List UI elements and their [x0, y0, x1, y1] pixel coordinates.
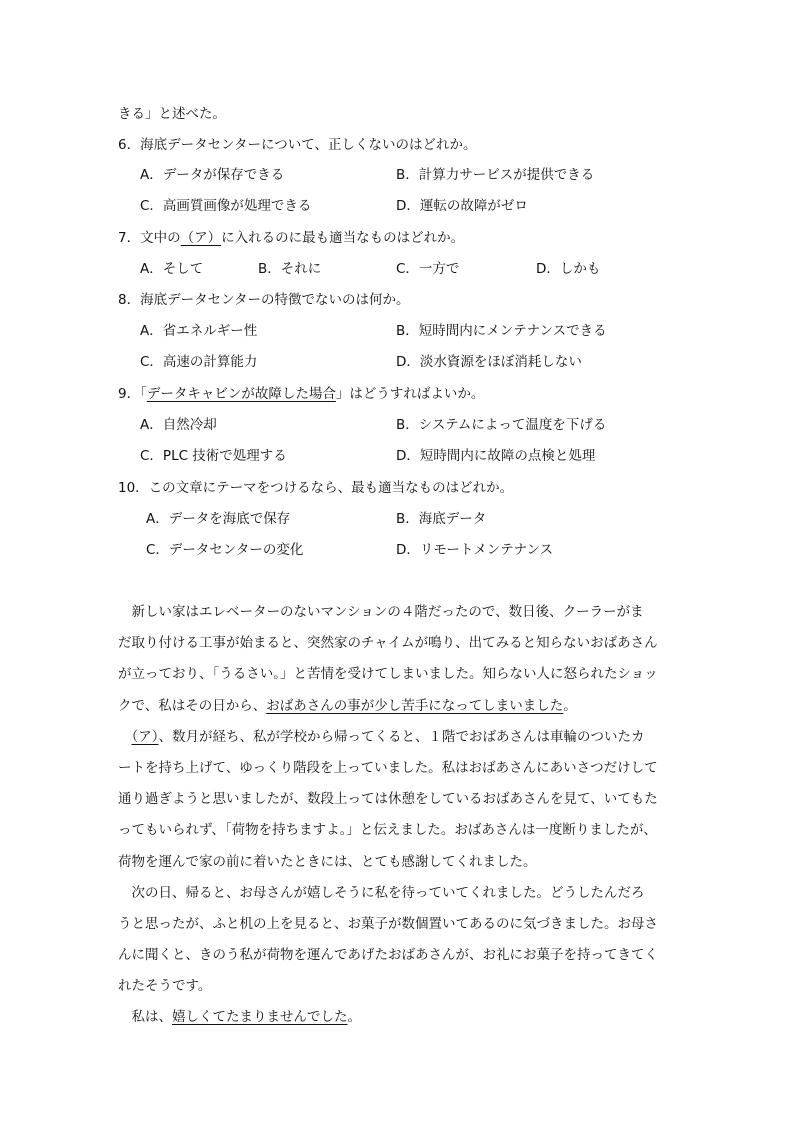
passage-text: 、数月が経ち、私が学校から帰ってくると、１階でおばあさんは車輪のついたカ: [158, 728, 645, 745]
option-7b: B．それに: [258, 261, 322, 277]
option-9a: A．自然冷却: [140, 417, 217, 433]
passage-text: クで、私はその日から、: [118, 697, 267, 714]
passage-text: [118, 729, 132, 745]
option-6d: D．運転の故障がゼロ: [396, 198, 528, 214]
option-8a: A．省エネルギー性: [140, 323, 258, 339]
passage-line: うと思ったが、ふと机の上を見ると、お菓子が数個置いてあるのに気づきました。お母さ: [118, 915, 658, 932]
option-10d: D．リモートメンテナンス: [396, 542, 554, 558]
option-9c: C．PLC 技術で処理する: [140, 448, 287, 464]
passage-text: 。: [563, 697, 577, 714]
question-stem-underlined: データキャビンが故障した場合: [146, 386, 336, 402]
question-9: [118, 384, 484, 404]
question-stem: 海底データセンターについて、正しくないのはどれか。: [140, 137, 477, 153]
option-8d: D．淡水資源をほぼ消耗しない: [396, 354, 582, 370]
question-8: [118, 290, 410, 310]
option-8c: C．高速の計算能力: [140, 354, 258, 370]
passage-line: が立っており、「うるさい。」と苦情を受けてしまいました。知らない人に怒られたショッ: [118, 666, 658, 683]
passage-line: ートを持ち上げて、ゆっくり階段を上っていました。私はおばあさんにあいさつだけして: [118, 759, 658, 776]
option-6b: B．計算力サービスが提供できる: [396, 167, 595, 183]
question-number: 10．: [118, 480, 149, 496]
question-7: [118, 228, 464, 248]
question-stem-pre: 「: [140, 386, 147, 402]
question-stem: 海底データセンターの特徴でないのは何か。: [140, 292, 410, 308]
continued-line: きる」と述べた。: [118, 106, 226, 122]
question-6: [118, 135, 477, 155]
passage-line: 荷物を運んで家の前に着いたときには、とても感謝してくれました。: [118, 853, 537, 870]
passage-line: んに聞くと、きのう私が荷物を運んであげたおばあさんが、お礼にお菓子を持ってきてく: [118, 947, 658, 964]
passage-line: ってもいられず、「荷物を持ちますよ。」と伝えました。おばあさんは一度断りましたが、: [118, 822, 657, 839]
passage-line: だ取り付ける工事が始まると、突然家のチャイムが鳴り、出てみると知らないおばあさん: [118, 635, 658, 652]
passage: [118, 597, 678, 1034]
option-6a: A．データが保存できる: [140, 167, 285, 183]
question-number: 6．: [118, 137, 141, 153]
option-6c: C．高画質画像が処理できる: [140, 198, 312, 214]
question-10: [118, 478, 513, 498]
option-10a: A．データを海底で保存: [146, 511, 291, 527]
option-10c: C．データセンターの変化: [146, 542, 304, 558]
passage-line: 通り過ぎようと思いましたが、数段上っては休憩をしているおばあさんを見て、いてもた: [118, 791, 658, 808]
option-8b: B．短時間内にメンテナンスできる: [396, 323, 607, 339]
question-stem-post: に入れるのに最も適当なものはどれか。: [221, 230, 465, 246]
question-number: 9．: [118, 386, 141, 402]
question-stem-underlined: （ア）: [180, 230, 222, 246]
option-7a: A．そして: [140, 261, 204, 277]
underlined-phrase: 嬉しくてたまりませんでした: [172, 1009, 348, 1026]
option-10b: B．海底データ: [396, 511, 487, 527]
option-7d: D．しかも: [536, 261, 601, 277]
question-number: 7．: [118, 230, 141, 246]
question-number: 8．: [118, 292, 141, 308]
passage-text: 。: [347, 1009, 361, 1026]
passage-line: [118, 691, 678, 722]
question-stem-post: 」はどうすればよいか。: [335, 386, 485, 402]
passage-text: 私は、: [118, 1009, 172, 1026]
underlined-phrase: おばあさんの事が少し苦手になってしまいました: [266, 697, 564, 714]
question-stem: この文章にテーマをつけるなら、最も適当なものはどれか。: [148, 480, 514, 496]
blank-marker: （ア）: [131, 728, 159, 745]
option-9d: D．短時間内に故障の点検と処理: [396, 448, 596, 464]
passage-line: 新しい家はエレベーターのないマンションの４階だったので、数日後、クーラーがま: [118, 604, 644, 620]
question-stem-pre: 文中の: [140, 230, 181, 246]
passage-line: 次の日、帰ると、お母さんが嬉しそうに私を待っていてくれました。どうしたんだろ: [118, 884, 645, 901]
option-7c: C．一方で: [396, 261, 460, 277]
option-9b: B．システムによって温度を下げる: [396, 417, 607, 433]
passage-line: れたそうです。: [118, 978, 212, 995]
passage-line: [118, 722, 678, 753]
passage-line: [118, 1002, 678, 1033]
